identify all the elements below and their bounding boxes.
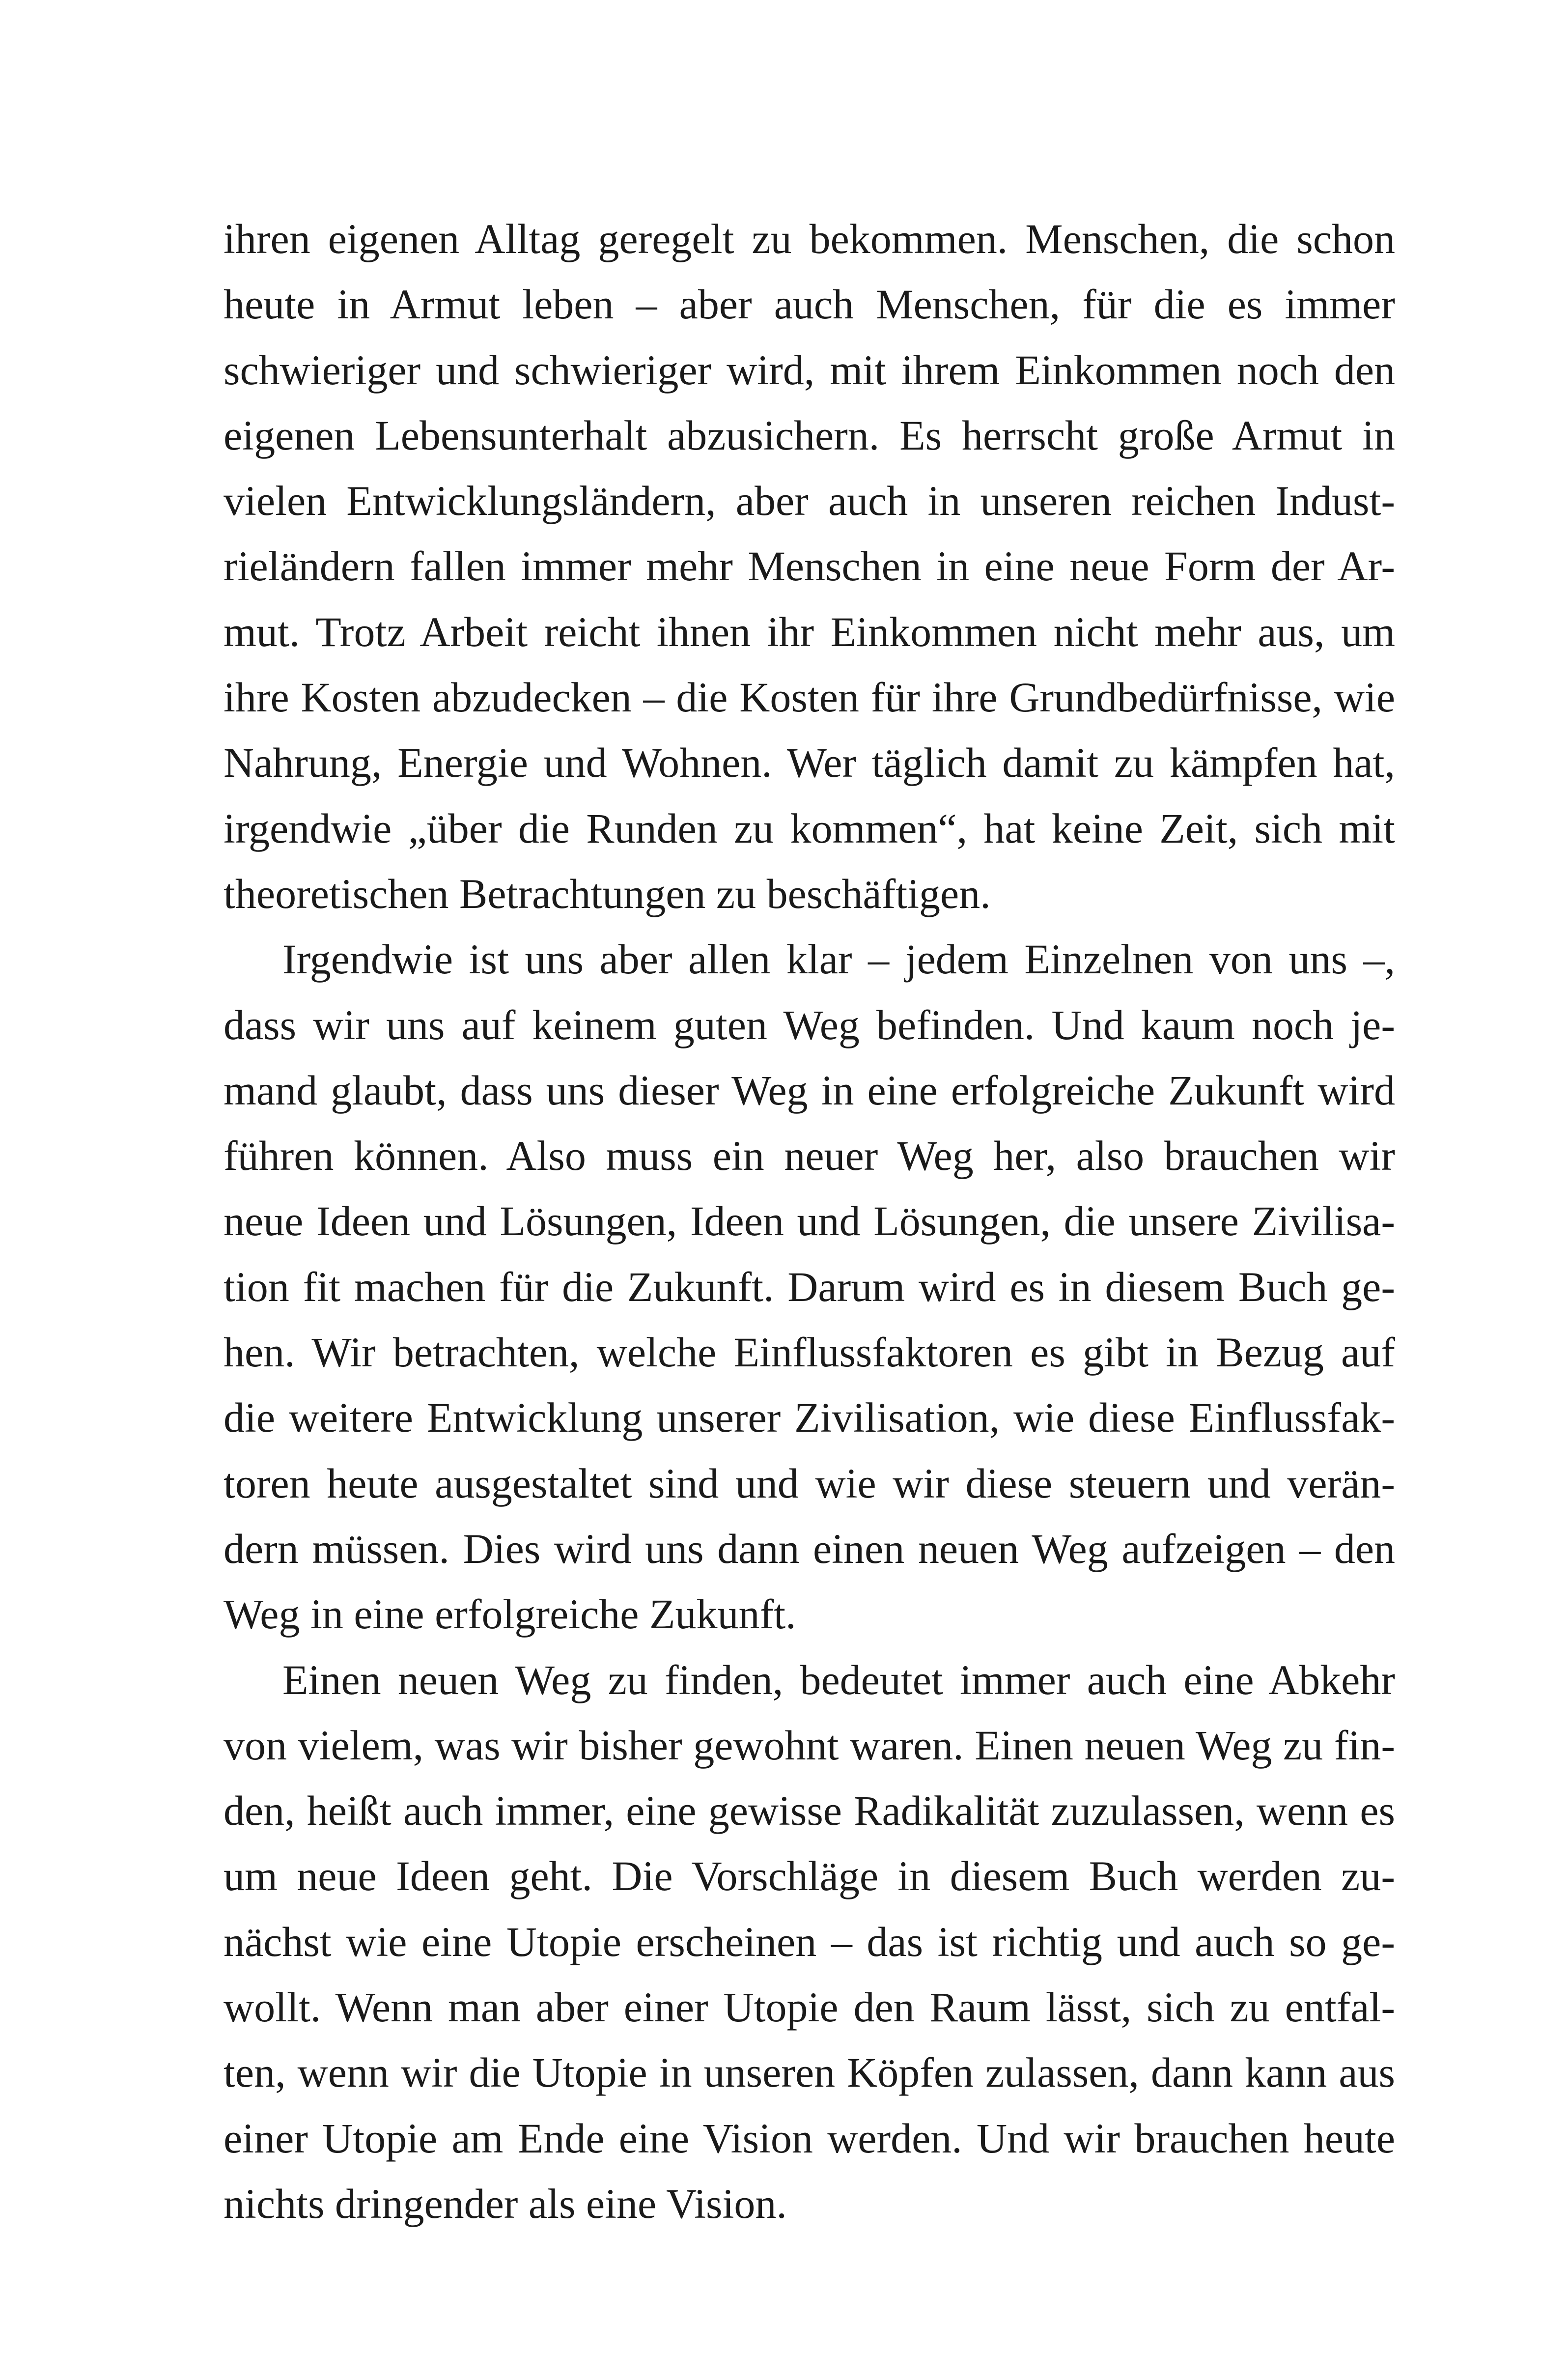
text-line: irgendwie „über die Runden zu kommen“, hat keine Zeit, sich mit (224, 804, 1395, 852)
paragraph-3 (224, 1647, 1395, 2237)
text-line: Irgendwie ist uns aber allen klar – jedem Einzelnen von uns –, (282, 935, 1395, 983)
text-line: den, heißt auch immer, eine gewisse Radikalität zuzulassen, wenn es (224, 1787, 1395, 1835)
text-line: nichts dringender als eine Vision. (224, 2180, 787, 2227)
text-line: einer Utopie am Ende eine Vision werden. Und wir brauchen heute (224, 2114, 1395, 2162)
text-line: heute in Armut leben – aber auch Menschen, für die es immer (224, 281, 1395, 328)
text-line: dass wir uns auf keinem guten Weg befinden. Und kaum noch je- (224, 1001, 1395, 1048)
text-line: wollt. Wenn man aber einer Utopie den Raum lässt, sich zu entfal- (224, 1983, 1395, 2031)
body-text (224, 206, 1395, 2237)
paragraph-1 (224, 206, 1395, 927)
text-line: neue Ideen und Lösungen, Ideen und Lösungen, die unsere Zivilisa- (224, 1197, 1395, 1245)
text-line: toren heute ausgestaltet sind und wie wir diese steuern und verän- (224, 1459, 1395, 1507)
text-line: Nahrung, Energie und Wohnen. Wer täglich damit zu kämpfen hat, (224, 739, 1395, 787)
text-line: ihre Kosten abzudecken – die Kosten für ihre Grundbedürfnisse, wie (224, 674, 1395, 721)
text-line: Weg in eine erfolgreiche Zukunft. (224, 1590, 796, 1638)
text-line: theoretischen Betrachtungen zu beschäftigen. (224, 870, 991, 917)
text-line: von vielem, was wir bisher gewohnt waren. Einen neuen Weg zu fin- (224, 1721, 1395, 1769)
text-line: die weitere Entwicklung unserer Zivilisation, wie diese Einflussfak- (224, 1394, 1395, 1442)
text-line: hen. Wir betrachten, welche Einflussfaktoren es gibt in Bezug auf (224, 1329, 1395, 1376)
text-line: tion fit machen für die Zukunft. Darum wird es in diesem Buch ge- (224, 1263, 1395, 1310)
text-line: um neue Ideen geht. Die Vorschläge in diesem Buch werden zu- (224, 1852, 1395, 1900)
text-line: eigenen Lebensunterhalt abzusichern. Es herrscht große Armut in (224, 411, 1395, 459)
text-line: schwieriger und schwieriger wird, mit ihrem Einkommen noch den (224, 346, 1395, 394)
text-line: führen können. Also muss ein neuer Weg her, also brauchen wir (224, 1132, 1395, 1180)
text-line: ihren eigenen Alltag geregelt zu bekommen. Menschen, die schon (224, 215, 1395, 262)
text-line: Einen neuen Weg zu finden, bedeutet immer auch eine Abkehr (282, 1656, 1395, 1703)
text-line: vielen Entwicklungsländern, aber auch in unseren reichen Indust- (224, 477, 1395, 525)
text-line: ten, wenn wir die Utopie in unseren Köpfen zulassen, dann kann aus (224, 2049, 1395, 2096)
text-line: dern müssen. Dies wird uns dann einen neuen Weg aufzeigen – den (224, 1525, 1395, 1572)
text-line: mut. Trotz Arbeit reicht ihnen ihr Einkommen nicht mehr aus, um (224, 608, 1395, 655)
paragraph-2 (224, 927, 1395, 1647)
text-line: rieländern fallen immer mehr Menschen in eine neue Form der Ar- (224, 542, 1395, 590)
text-line: mand glaubt, dass uns dieser Weg in eine erfolgreiche Zukunft wird (224, 1066, 1395, 1114)
text-line: nächst wie eine Utopie erscheinen – das ist richtig und auch so ge- (224, 1918, 1395, 1965)
